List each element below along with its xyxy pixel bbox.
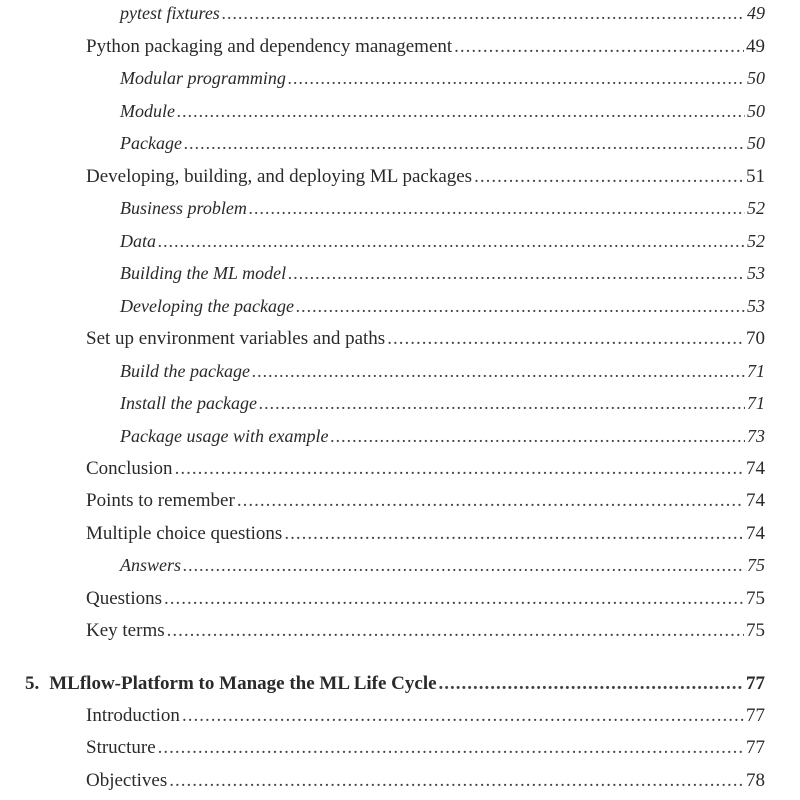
toc-entry-label: Points to remember [86,490,235,511]
toc-page-number: 50 [747,68,765,88]
toc-chapter-entry[interactable] [25,673,765,695]
toc-entry[interactable] [86,620,765,642]
toc-page-number: 73 [747,426,765,446]
toc-page-number: 52 [747,231,765,251]
toc-page-number: 75 [747,555,765,575]
toc-page-number: 74 [746,523,765,544]
toc-page-number: 75 [746,620,765,641]
toc-entry[interactable] [86,523,765,545]
toc-entry-label: Objectives [86,770,168,791]
toc-page-number: 49 [747,3,765,23]
toc-entry-label: Conclusion [86,458,173,479]
toc-entry-label: Introduction [86,705,180,726]
dot-leader [237,490,744,512]
toc-entry-label: Package [120,133,182,153]
toc-page-number: 52 [747,198,765,218]
toc-entry[interactable] [120,231,765,252]
toc-entry-label: Build the package [120,361,250,381]
toc-entry-label: Developing the package [120,296,294,316]
dot-leader [167,620,744,642]
dot-leader [164,588,744,610]
toc-entry-label: Modular programming [120,68,286,88]
toc-entry-label: Module [120,101,175,121]
dot-leader [249,198,745,219]
toc-entry[interactable] [86,737,765,759]
dot-leader [288,263,745,284]
dot-leader [183,555,745,576]
dot-leader [182,705,744,727]
dot-leader [158,737,744,759]
toc-entry-label: Data [120,231,156,251]
toc-entry[interactable] [86,588,765,610]
dot-leader [177,101,745,122]
toc-entry[interactable] [86,490,765,512]
dot-leader [296,296,745,317]
dot-leader [175,458,744,480]
toc-entry[interactable] [86,705,765,727]
toc-entry-label: Install the package [120,393,257,413]
toc-entry[interactable] [120,263,765,284]
toc-entry[interactable] [86,328,765,350]
toc-page-number: 75 [746,588,765,609]
toc-page-number: 53 [747,263,765,283]
toc-entry-label: Questions [86,588,162,609]
toc-page-number: 51 [746,166,765,187]
toc-entry[interactable] [120,68,765,89]
toc-page-number: 50 [747,133,765,153]
dot-leader [252,361,745,382]
dot-leader [454,36,744,58]
toc-entry[interactable] [120,426,765,447]
toc-entry-label: pytest fixtures [120,3,220,23]
dot-leader [222,3,745,24]
toc-entry[interactable] [120,198,765,219]
toc-page-number: 77 [746,673,765,694]
toc-entry-label: Multiple choice questions [86,523,283,544]
toc-page-number: 49 [746,36,765,57]
toc-entry[interactable] [86,36,765,58]
toc-entry-label: Answers [120,555,182,575]
dot-leader [387,328,744,350]
toc-page-number: 74 [746,490,765,511]
toc-page-number: 78 [746,770,765,791]
toc-entry[interactable] [120,555,765,576]
dot-leader [474,166,744,188]
dot-leader [330,426,745,447]
toc-entry-label: Package usage with example [120,426,329,446]
toc-entry-label: Key terms [86,620,165,641]
toc-entry[interactable] [120,296,765,317]
toc-entry-label: Structure [86,737,156,758]
toc-entry[interactable] [120,3,765,24]
toc-page-number: 50 [747,101,765,121]
toc-page-number: 70 [746,328,765,349]
toc-page-number: 53 [747,296,765,316]
toc-entry-label: Building the ML model [120,263,287,283]
toc-page-number: 77 [746,737,765,758]
toc-entry-label: Business problem [120,198,247,218]
toc-entry-label [25,673,437,695]
chapter-title: MLflow-Platform to Manage the ML Life Cycle [49,673,437,694]
chapter-number: 5. [25,673,40,694]
toc-entry-label: Set up environment variables and paths [86,328,386,349]
toc-entry[interactable] [86,458,765,480]
toc-entry[interactable] [86,770,765,792]
dot-leader [169,770,744,792]
toc-entry[interactable] [120,361,765,382]
dot-leader [158,231,745,252]
dot-leader [259,393,745,414]
dot-leader [439,673,744,695]
toc-entry[interactable] [86,166,765,188]
toc-page-number: 74 [746,458,765,479]
dot-leader [284,523,744,545]
dot-leader [288,68,745,89]
toc-entry-label: Python packaging and dependency management [86,36,453,57]
toc-entry[interactable] [120,133,765,154]
toc-page-number: 77 [746,705,765,726]
toc-entry[interactable] [120,393,765,414]
toc-entry[interactable] [120,101,765,122]
dot-leader [184,133,745,154]
toc-page-number: 71 [747,393,765,413]
toc-entry-label: Developing, building, and deploying ML packages [86,166,473,187]
toc-page-number: 71 [747,361,765,381]
